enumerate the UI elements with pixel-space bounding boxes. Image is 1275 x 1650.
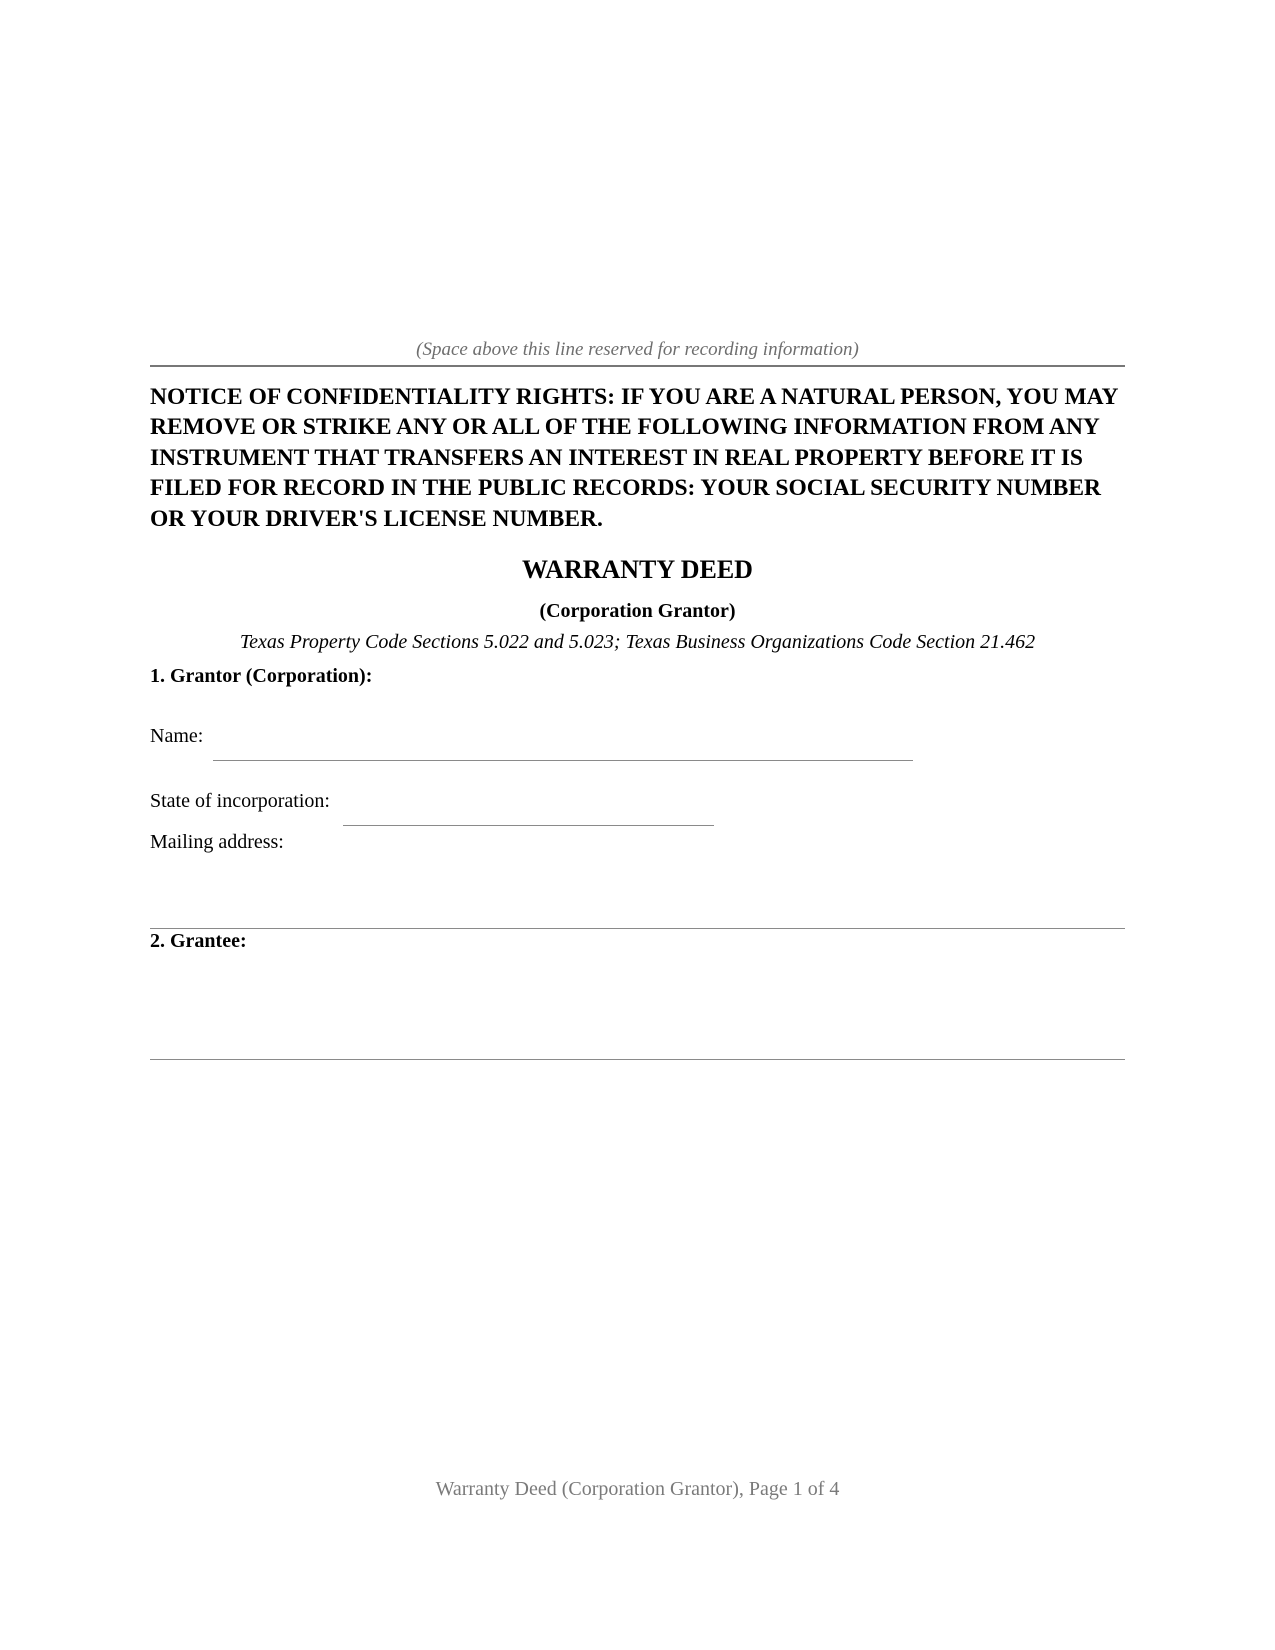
statute-citation: Texas Property Code Sections 5.022 and 5.023; Texas Business Organizations Code Section 21.462 <box>239 631 1036 653</box>
recording-divider <box>150 365 1125 367</box>
confidentiality-notice: NOTICE OF CONFIDENTIALITY RIGHTS: IF YOU ARE A NATURAL PERSON, YOU MAY REMOVE OR STRIKE ANY OR ALL OF THE FOLLOWING INFORMATION FROM ANY INSTRUMENT THAT TRANSFERS AN INTEREST IN REAL PROPERTY BEFORE IT IS FILED FOR RECORD IN THE PUBLIC RECORDS: YOUR SOCIAL SECURITY NUMBER OR YOUR DRIVER'S LICENSE NUMBER. <box>150 384 1118 532</box>
grantee-heading: 2. Grantee: <box>150 930 247 952</box>
document-subtitle: (Corporation Grantor) <box>539 600 736 622</box>
mailing-address-field[interactable] <box>150 928 1125 929</box>
grantee-field[interactable] <box>150 1059 1125 1060</box>
state-of-incorporation-label: State of incorporation: <box>150 790 330 812</box>
grantor-name-field[interactable] <box>213 760 913 761</box>
page-footer: Warranty Deed (Corporation Grantor), Page 1 of 4 <box>435 1478 840 1500</box>
mailing-address-label: Mailing address: <box>150 831 284 853</box>
state-of-incorporation-field[interactable] <box>343 825 714 826</box>
grantor-heading: 1. Grantor (Corporation): <box>150 665 373 687</box>
recording-reserved-note: (Space above this line reserved for recording information) <box>416 339 859 360</box>
grantor-name-label: Name: <box>150 725 204 747</box>
document-title: WARRANTY DEED <box>522 555 753 584</box>
